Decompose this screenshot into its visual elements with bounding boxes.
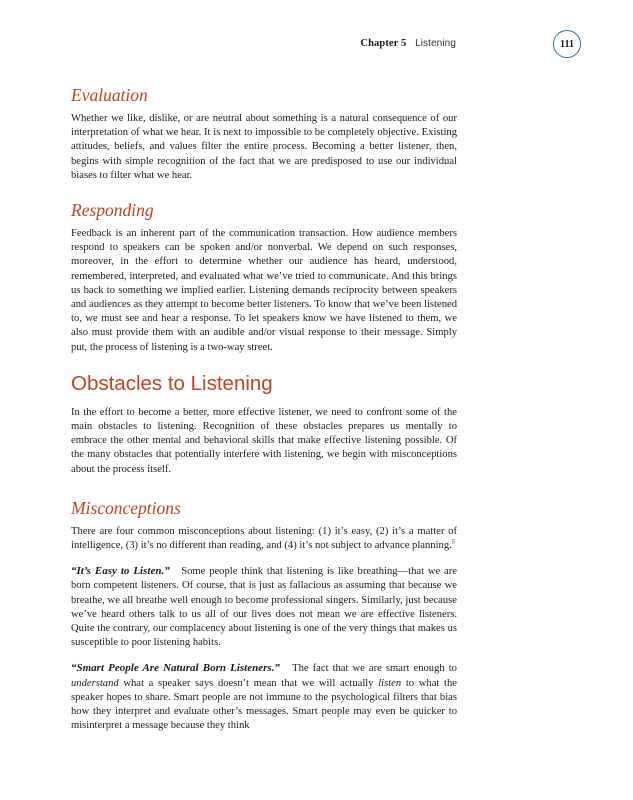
paragraph-responding: Feedback is an inherent part of the communication transaction. How audience members respond to speakers can be spoken and/or nonverbal. We depend on such responses, moreover, in the effort to determine whether our audience has heard, understood, remembered, interpreted, and evaluated what we’ve tried to communicate. And this brings us back to something we implied earlier. Listening demands reciprocity between speakers and audiences as they attempt to become better listeners. To know that we’ve been listened to, we must see and hear a response. To let speakers know we have listened to them, we also must provide them with an audible and/or visual response to their message. Simply put, the process of listening is a two-way street. (71, 228, 457, 353)
paragraph-evaluation: Whether we like, dislike, or are neutral about something is a natural consequence of our interpretation of what we hear. It is next to impossible to be completely objective. Existing attitudes, beliefs, and values filter the entire process. Becoming a better listener, then, begins with simple recognition of the fact that we are predisposed to use our individual biases to filter what we hear. (71, 113, 457, 181)
heading-obstacles: Obstacles to Listening (71, 371, 273, 395)
intro-text: There are four common misconceptions about listening: (1) it’s easy, (2) it’s a matter of intelligence, (3) it’s no different than reading, and (4) it’s not subject to advance planning. (71, 525, 457, 552)
smart-body-2: what a speaker says doesn’t mean that we will actually (123, 677, 374, 689)
page-body (71, 84, 457, 734)
heading-responding: Responding (71, 200, 154, 221)
smart-body-1: The fact that we are smart enough to (292, 663, 457, 675)
paragraph-easy-to-listen (71, 564, 457, 650)
heading-misconceptions: Misconceptions (71, 497, 181, 518)
paragraph-smart-people (71, 661, 457, 733)
heading-evaluation: Evaluation (71, 85, 148, 105)
runin-title-smart: “Smart People Are Natural Born Listeners.” (71, 662, 280, 675)
footnote-ref: 5 (451, 538, 456, 546)
page-number-badge: 111 (553, 30, 581, 58)
paragraph-misconceptions-intro (71, 525, 457, 553)
chapter-label: Chapter 5 (360, 38, 407, 49)
section-label: Listening (415, 38, 456, 49)
paragraph-obstacles: In the effort to become a better, more effective listener, we need to confront some of the main obstacles to listening. Recognition of these obstacles prepares us mentally to embrace the other mental and behavioral skills that make effective listening possible. Of the many obstacles that potentially interfere with listening, we begin with misconceptions about the process itself. (71, 406, 457, 475)
runin-title-easy: “It’s Easy to Listen.” (71, 565, 170, 578)
smart-body-3: to what the speaker hopes to share. Smart people are not immune to the psychological filters that bias how they interpret and evaluate other’s messages. Smart people may even be quicker to misinterpret a message because they think (71, 677, 457, 732)
emphasis-understand: understand (71, 677, 119, 689)
running-head (360, 38, 456, 49)
easy-body: Some people think that listening is like breathing—that we are born competent listeners. Of course, that is just as fallacious as assuming that because we breathe, we all breathe well enough to become professional singers. Similarly, just because we’ve heard others talk to us all of our lives does not mean we are effective listeners. Quite the contrary, our complacency about listening is one of the very things that makes us susceptible to poor listening habits. (71, 566, 457, 649)
emphasis-listen: listen (378, 677, 402, 689)
